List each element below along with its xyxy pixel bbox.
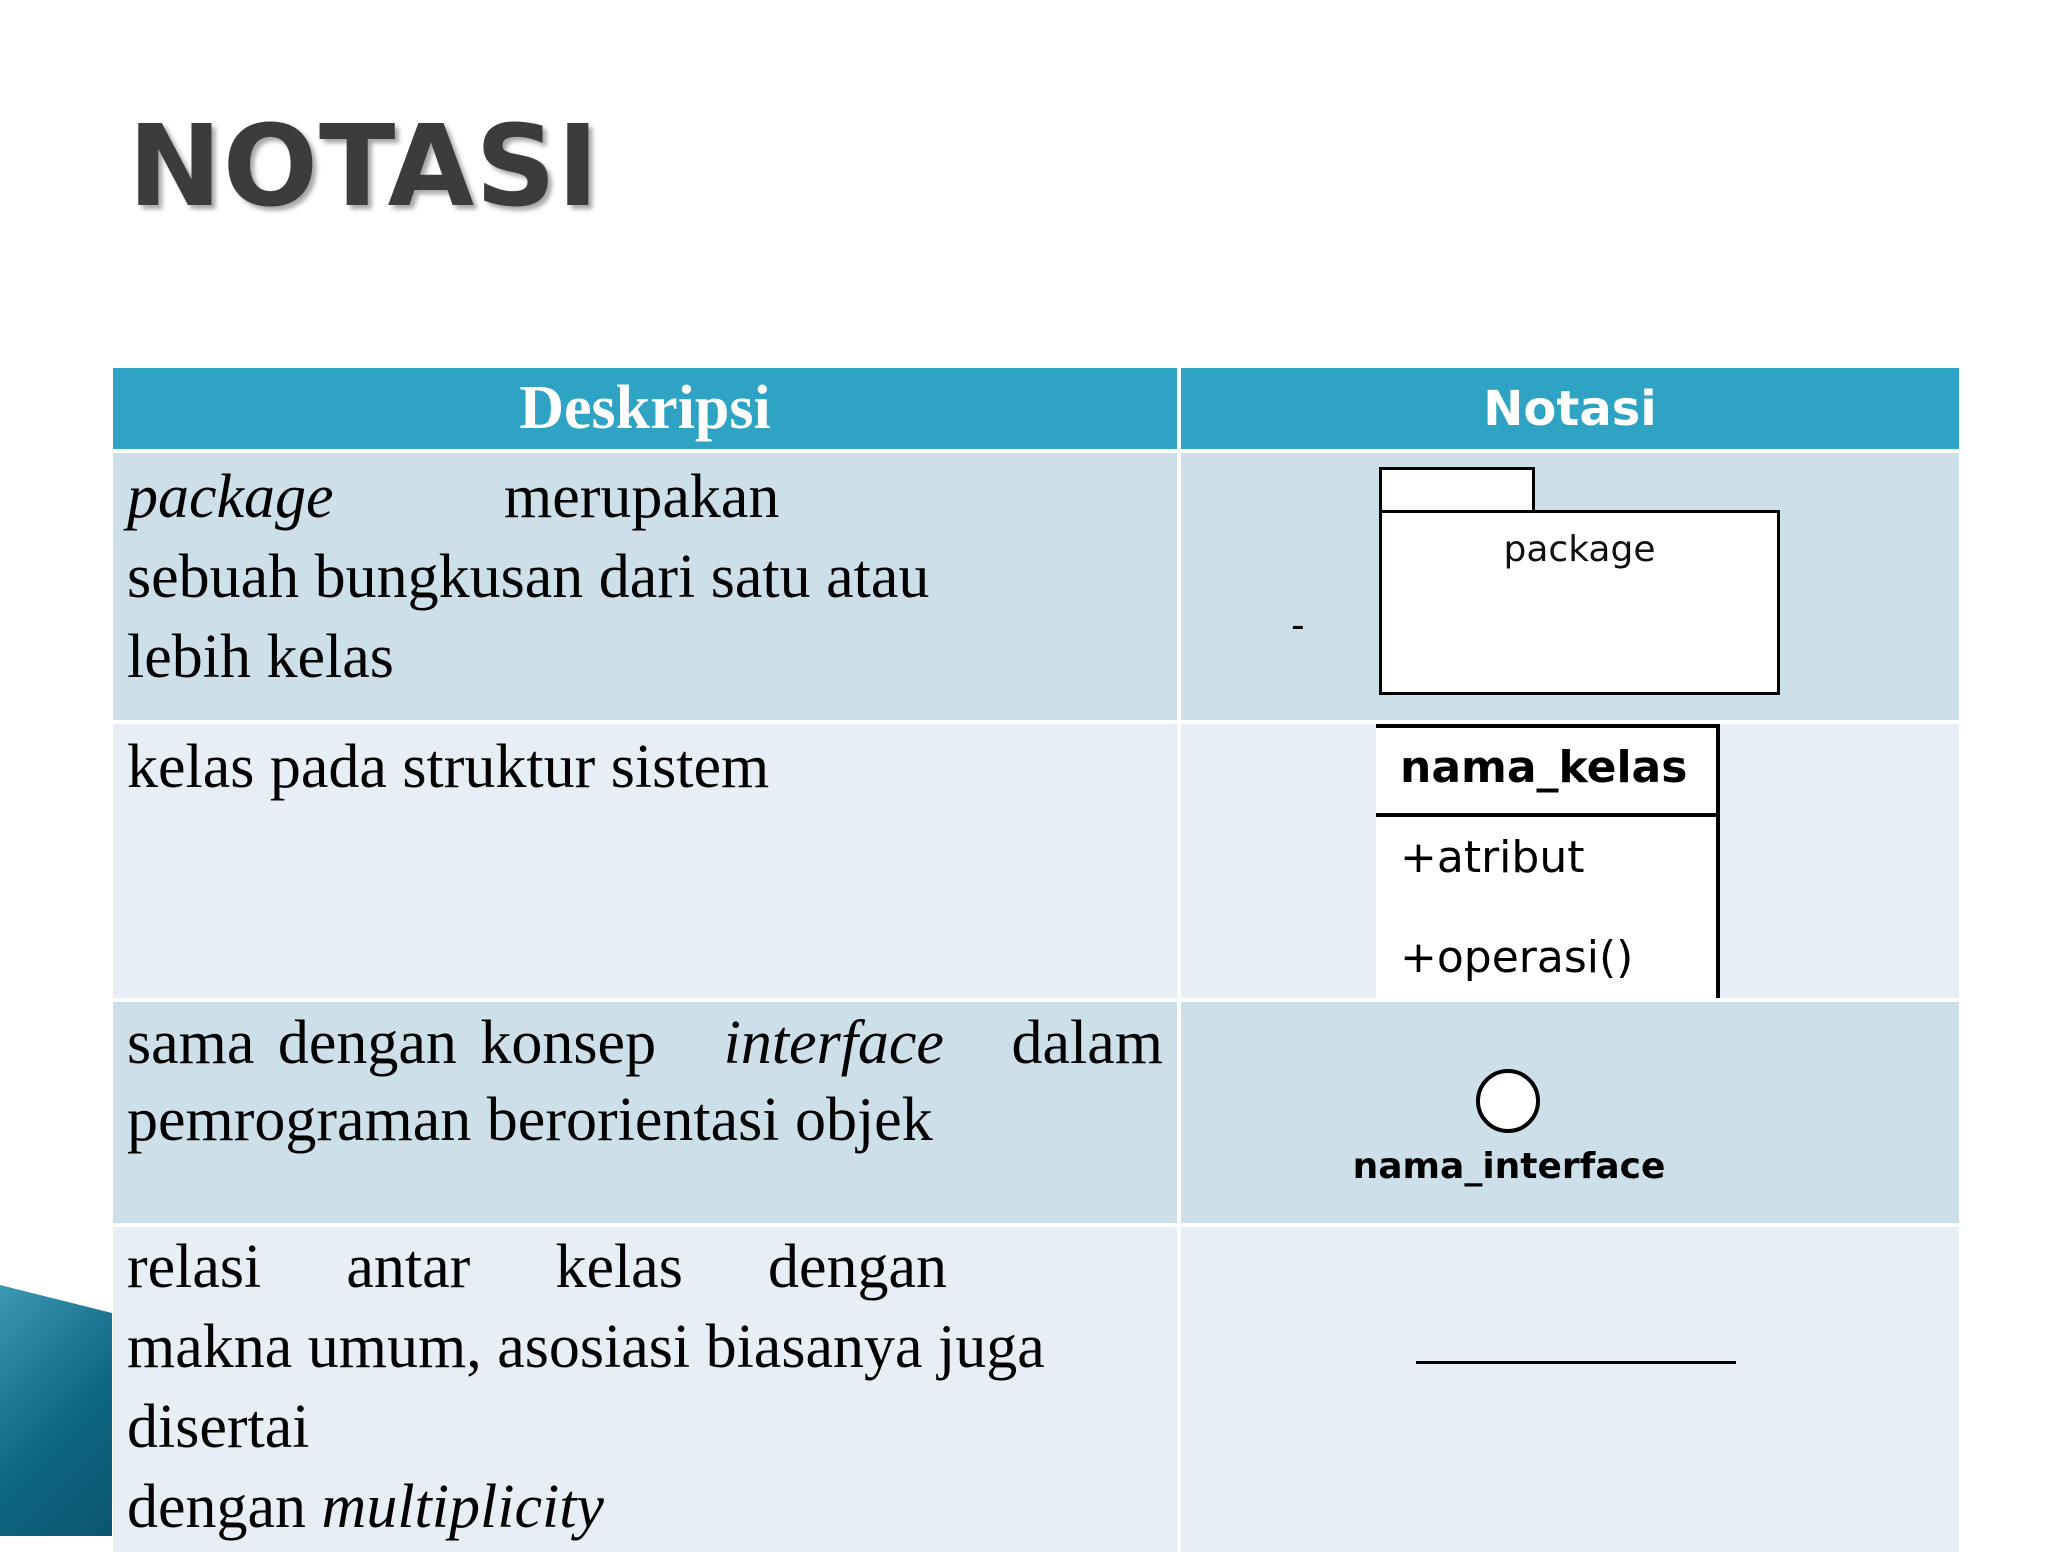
class-operation: +operasi() — [1400, 932, 1634, 983]
class-desc-line1: kelas pada struktur sistem — [127, 733, 770, 801]
class-box-shape — [1376, 724, 1720, 998]
row-interface-notation — [1181, 1002, 1959, 1223]
package-desc-line3: lebih kelas — [127, 623, 394, 691]
class-name: nama_kelas — [1400, 742, 1688, 793]
association-line-shape — [1416, 1361, 1736, 1364]
row-interface-description — [113, 1002, 1177, 1223]
package-tab-shape — [1379, 467, 1535, 513]
row-class-description — [113, 724, 1177, 998]
interface-desc-line2: pemrograman berorientasi objek — [127, 1086, 933, 1154]
class-divider — [1376, 813, 1716, 817]
dash-mark: - — [1291, 603, 1305, 647]
package-label: package — [1503, 529, 1656, 570]
class-attribute: +atribut — [1400, 832, 1585, 883]
assoc-word-4: dengan — [767, 1233, 947, 1301]
assoc-word-1: relasi — [127, 1233, 262, 1301]
notation-table — [113, 368, 1955, 1541]
row-package-notation — [1181, 453, 1959, 720]
assoc-desc-line3: disertai — [127, 1393, 310, 1461]
multiplicity-term: multiplicity — [321, 1473, 604, 1541]
row-association-description — [113, 1227, 1177, 1552]
row-class-notation — [1181, 724, 1959, 998]
interface-desc-line1b: dalam — [1011, 1009, 1163, 1077]
assoc-desc-line2: makna umum, asosiasi biasanya juga — [127, 1313, 1045, 1381]
row-association-notation — [1181, 1227, 1959, 1552]
package-desc-line1: merupakan — [504, 463, 780, 531]
package-term: package — [127, 463, 334, 531]
assoc-word-3: kelas — [555, 1233, 683, 1301]
interface-term: interface — [723, 1009, 944, 1077]
package-desc-line2: sebuah bungkusan dari satu atau — [127, 543, 930, 611]
header-notasi: Notasi — [1181, 368, 1959, 449]
row-package-description — [113, 453, 1177, 720]
slide-title: NOTASI — [128, 102, 600, 232]
assoc-word-2: antar — [346, 1233, 471, 1301]
interface-label: nama_interface — [1352, 1146, 1666, 1187]
header-deskripsi: Deskripsi — [113, 368, 1177, 449]
package-body-shape — [1379, 510, 1780, 695]
interface-circle-shape — [1476, 1069, 1540, 1133]
interface-desc-line1a: sama dengan konsep — [127, 1009, 657, 1077]
assoc-desc-line4a: dengan — [127, 1473, 322, 1541]
corner-decoration — [0, 1285, 112, 1536]
